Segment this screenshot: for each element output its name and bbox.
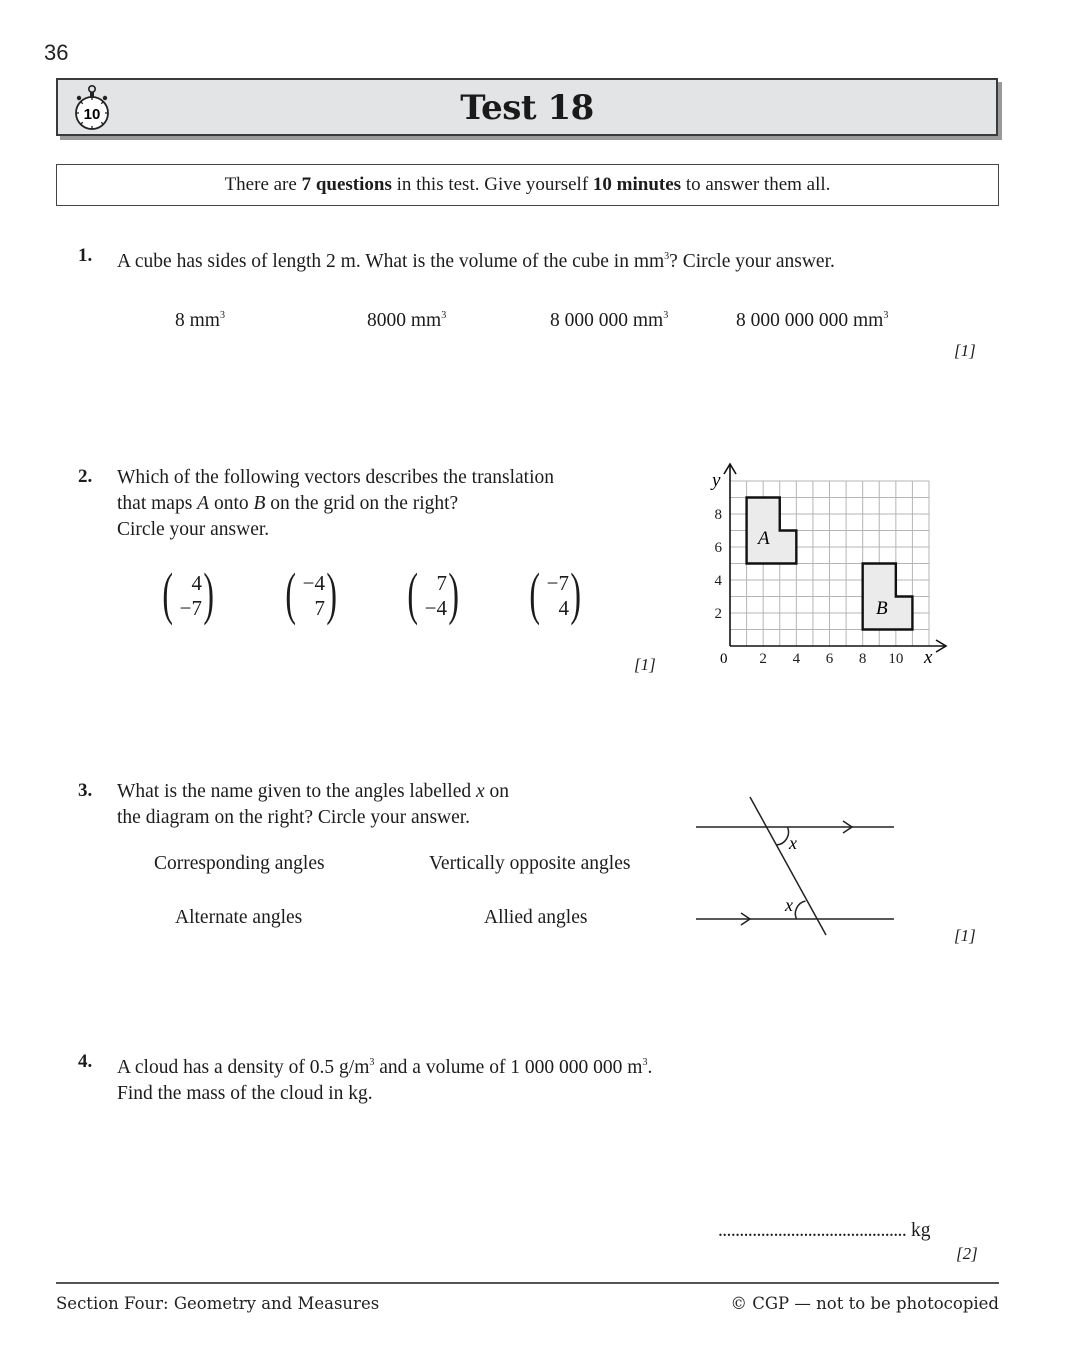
- q2-line: Circle your answer.: [117, 519, 270, 540]
- right-paren: ): [448, 561, 459, 626]
- q1-option-c[interactable]: [550, 310, 668, 332]
- q2-marks: [1]: [634, 655, 656, 674]
- superscript: 3: [219, 310, 225, 321]
- footer-divider: [56, 1282, 999, 1284]
- superscript: 3: [369, 1057, 375, 1068]
- left-paren: (: [407, 561, 418, 626]
- angle-label-bottom: x: [785, 895, 793, 915]
- question-4-number: 4.: [78, 1051, 93, 1072]
- parallel-lines-diagram: [690, 785, 910, 945]
- option-label: 8 000 000 000 mm: [736, 310, 884, 331]
- left-paren: (: [162, 561, 173, 626]
- question-4-text: [117, 1050, 652, 1107]
- q4-text-part: A cloud has a density of 0.5 g/m: [117, 1057, 370, 1078]
- q2-line: Which of the following vectors describes the translation: [117, 467, 554, 488]
- q1-option-b[interactable]: [367, 310, 446, 332]
- q2-text-part: that maps: [117, 493, 198, 514]
- y-tick-label: 8: [714, 507, 722, 523]
- q2-option-c[interactable]: [407, 561, 459, 628]
- angle-variable: x: [476, 781, 485, 802]
- superscript: 3: [663, 310, 669, 321]
- shape-a-label: A: [758, 528, 770, 549]
- right-paren: ): [326, 561, 337, 626]
- vector-top: 4: [191, 571, 202, 595]
- shape-b: [863, 564, 913, 630]
- page-number: 36: [44, 40, 69, 65]
- shape-b-label: B: [876, 598, 888, 619]
- shape-a: [747, 498, 797, 564]
- q2-text-part: on the grid on the right?: [265, 493, 459, 514]
- vector-bottom: −4: [424, 596, 447, 620]
- timer-label: 10: [83, 106, 101, 123]
- q3-option-allied[interactable]: Allied angles: [484, 907, 588, 928]
- question-1-text: [117, 244, 835, 275]
- x-tick-label: 2: [759, 651, 767, 667]
- q2-option-b[interactable]: [285, 561, 337, 628]
- angle-label-top: x: [789, 833, 797, 853]
- page-title: Test 18: [460, 88, 594, 128]
- question-2-text: [117, 465, 554, 543]
- option-label: 8 000 000 mm: [550, 310, 664, 331]
- q3-marks: [1]: [954, 926, 976, 945]
- x-tick-label: 6: [825, 651, 834, 667]
- superscript: 3: [664, 251, 670, 262]
- q2-text-part: onto: [209, 493, 254, 514]
- right-paren: ): [203, 561, 214, 626]
- q2-line: [117, 491, 554, 517]
- angle-arc-bottom: [795, 901, 805, 919]
- q3-option-corresponding[interactable]: Corresponding angles: [154, 853, 325, 874]
- question-3-text: [117, 779, 509, 831]
- intro-text: in this test. Give yourself: [391, 174, 593, 195]
- q3-option-alternate[interactable]: Alternate angles: [175, 907, 303, 928]
- intro-text: There are: [224, 174, 302, 195]
- shape-b-ref: B: [253, 493, 266, 514]
- q1-option-a[interactable]: [175, 310, 225, 332]
- q4-marks: [2]: [956, 1244, 978, 1263]
- vector-top: 7: [436, 571, 447, 595]
- x-tick-label: 8: [858, 651, 867, 667]
- option-label: 8000 mm: [367, 310, 442, 331]
- question-2-number: 2.: [78, 466, 93, 487]
- origin-label: 0: [720, 651, 728, 667]
- q4-text-part: .: [647, 1057, 653, 1078]
- superscript: 3: [642, 1057, 648, 1068]
- q3-text-part: on: [484, 781, 510, 802]
- vector-bottom: 7: [314, 596, 325, 620]
- q1-text-part: ? Circle your answer.: [669, 251, 835, 272]
- question-count: 7 questions: [301, 174, 392, 195]
- answer-dots[interactable]: ............................................: [718, 1220, 907, 1241]
- footer-copyright: © CGP — not to be photocopied: [730, 1294, 999, 1313]
- q4-answer-line[interactable]: [718, 1220, 930, 1242]
- y-tick-label: 6: [714, 540, 722, 556]
- time-limit: 10 minutes: [592, 174, 682, 195]
- q3-text-part: What is the name given to the angles labelled: [117, 781, 477, 802]
- y-tick-label: 4: [714, 573, 722, 589]
- x-axis-label: x: [924, 647, 933, 668]
- intro-text: to answer them all.: [681, 174, 831, 195]
- shape-a-ref: A: [197, 493, 210, 514]
- q4-line: Find the mass of the cloud in kg.: [117, 1083, 373, 1104]
- superscript: 3: [883, 310, 889, 321]
- title-banner: [56, 78, 998, 136]
- option-label: 8 mm: [175, 310, 220, 331]
- q3-line: the diagram on the right? Circle your answer.: [117, 807, 471, 828]
- q1-text-part: A cube has sides of length 2 m. What is the volume of the cube in mm: [117, 251, 665, 272]
- q3-line: [117, 779, 509, 805]
- q2-option-a[interactable]: [162, 561, 214, 628]
- vector-bottom: 4: [558, 596, 569, 620]
- footer-section: Section Four: Geometry and Measures: [56, 1294, 380, 1313]
- q2-option-d[interactable]: [529, 561, 581, 628]
- q3-option-vertically-opposite[interactable]: Vertically opposite angles: [429, 853, 631, 874]
- translation-grid: [700, 455, 960, 680]
- q4-line: [117, 1050, 652, 1081]
- y-axis-label: y: [712, 470, 721, 491]
- y-tick-label: 2: [714, 606, 722, 622]
- x-tick-label: 4: [792, 651, 801, 667]
- right-paren: ): [570, 561, 581, 626]
- superscript: 3: [441, 310, 447, 321]
- vector-top: −7: [546, 571, 569, 595]
- answer-unit: kg: [910, 1220, 931, 1241]
- question-1-number: 1.: [78, 245, 93, 266]
- q1-option-d[interactable]: [736, 310, 888, 332]
- angle-arc-top: [777, 827, 789, 845]
- vector-bottom: −7: [179, 596, 202, 620]
- x-tick-label: 10: [888, 651, 904, 667]
- instructions-box: [56, 164, 999, 206]
- q4-text-part: and a volume of 1 000 000 000 m: [374, 1057, 643, 1078]
- left-paren: (: [529, 561, 540, 626]
- vector-top: −4: [302, 571, 325, 595]
- left-paren: (: [285, 561, 296, 626]
- question-3-number: 3.: [78, 780, 93, 801]
- q1-marks: [1]: [954, 341, 976, 360]
